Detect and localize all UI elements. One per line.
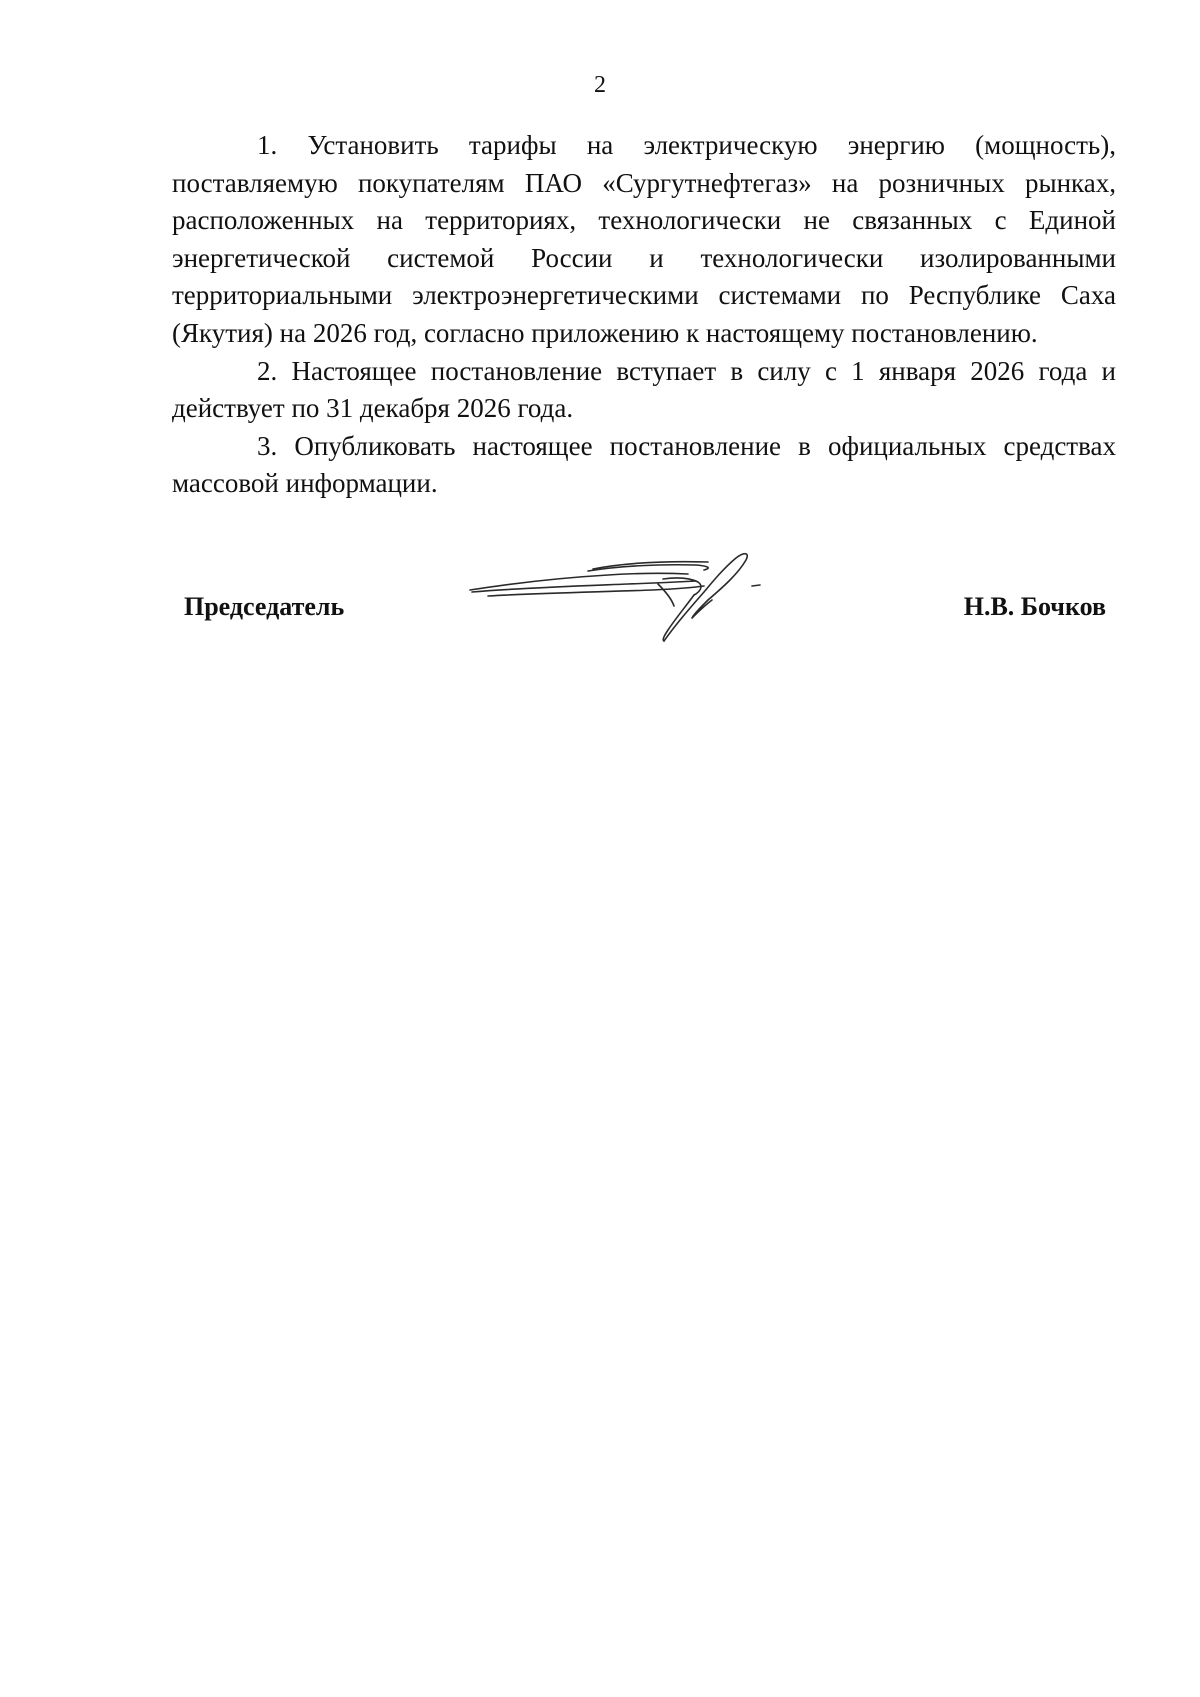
signatory-name: Н.В. Бочков <box>963 592 1106 621</box>
page-number: 2 <box>594 72 606 98</box>
signatory-position: Председатель <box>184 592 345 621</box>
resolution-body <box>172 127 1116 503</box>
handwritten-signature-icon <box>468 548 788 648</box>
paragraph-3: 3. Опубликовать настоящее постановление в официальных средствах массовой информации. <box>172 430 1116 499</box>
paragraph-2: 2. Настоящее постановление вступает в силу с 1 января 2026 года и действует по 31 декабря 2026 года. <box>172 355 1116 424</box>
paragraph-1: 1. Установить тарифы на электрическую энергию (мощность), поставляемую покупателям ПАО «Сургутнефтегаз» на розничных рынках, расположенных на территориях, технологически не связанных с Единой энергетической системой России и технологически изолированными территориальными электроэнергетическими системами по Республике Саха (Якутия) на 2026 год, согласно приложению к настоящему постановлению. <box>172 130 1116 348</box>
